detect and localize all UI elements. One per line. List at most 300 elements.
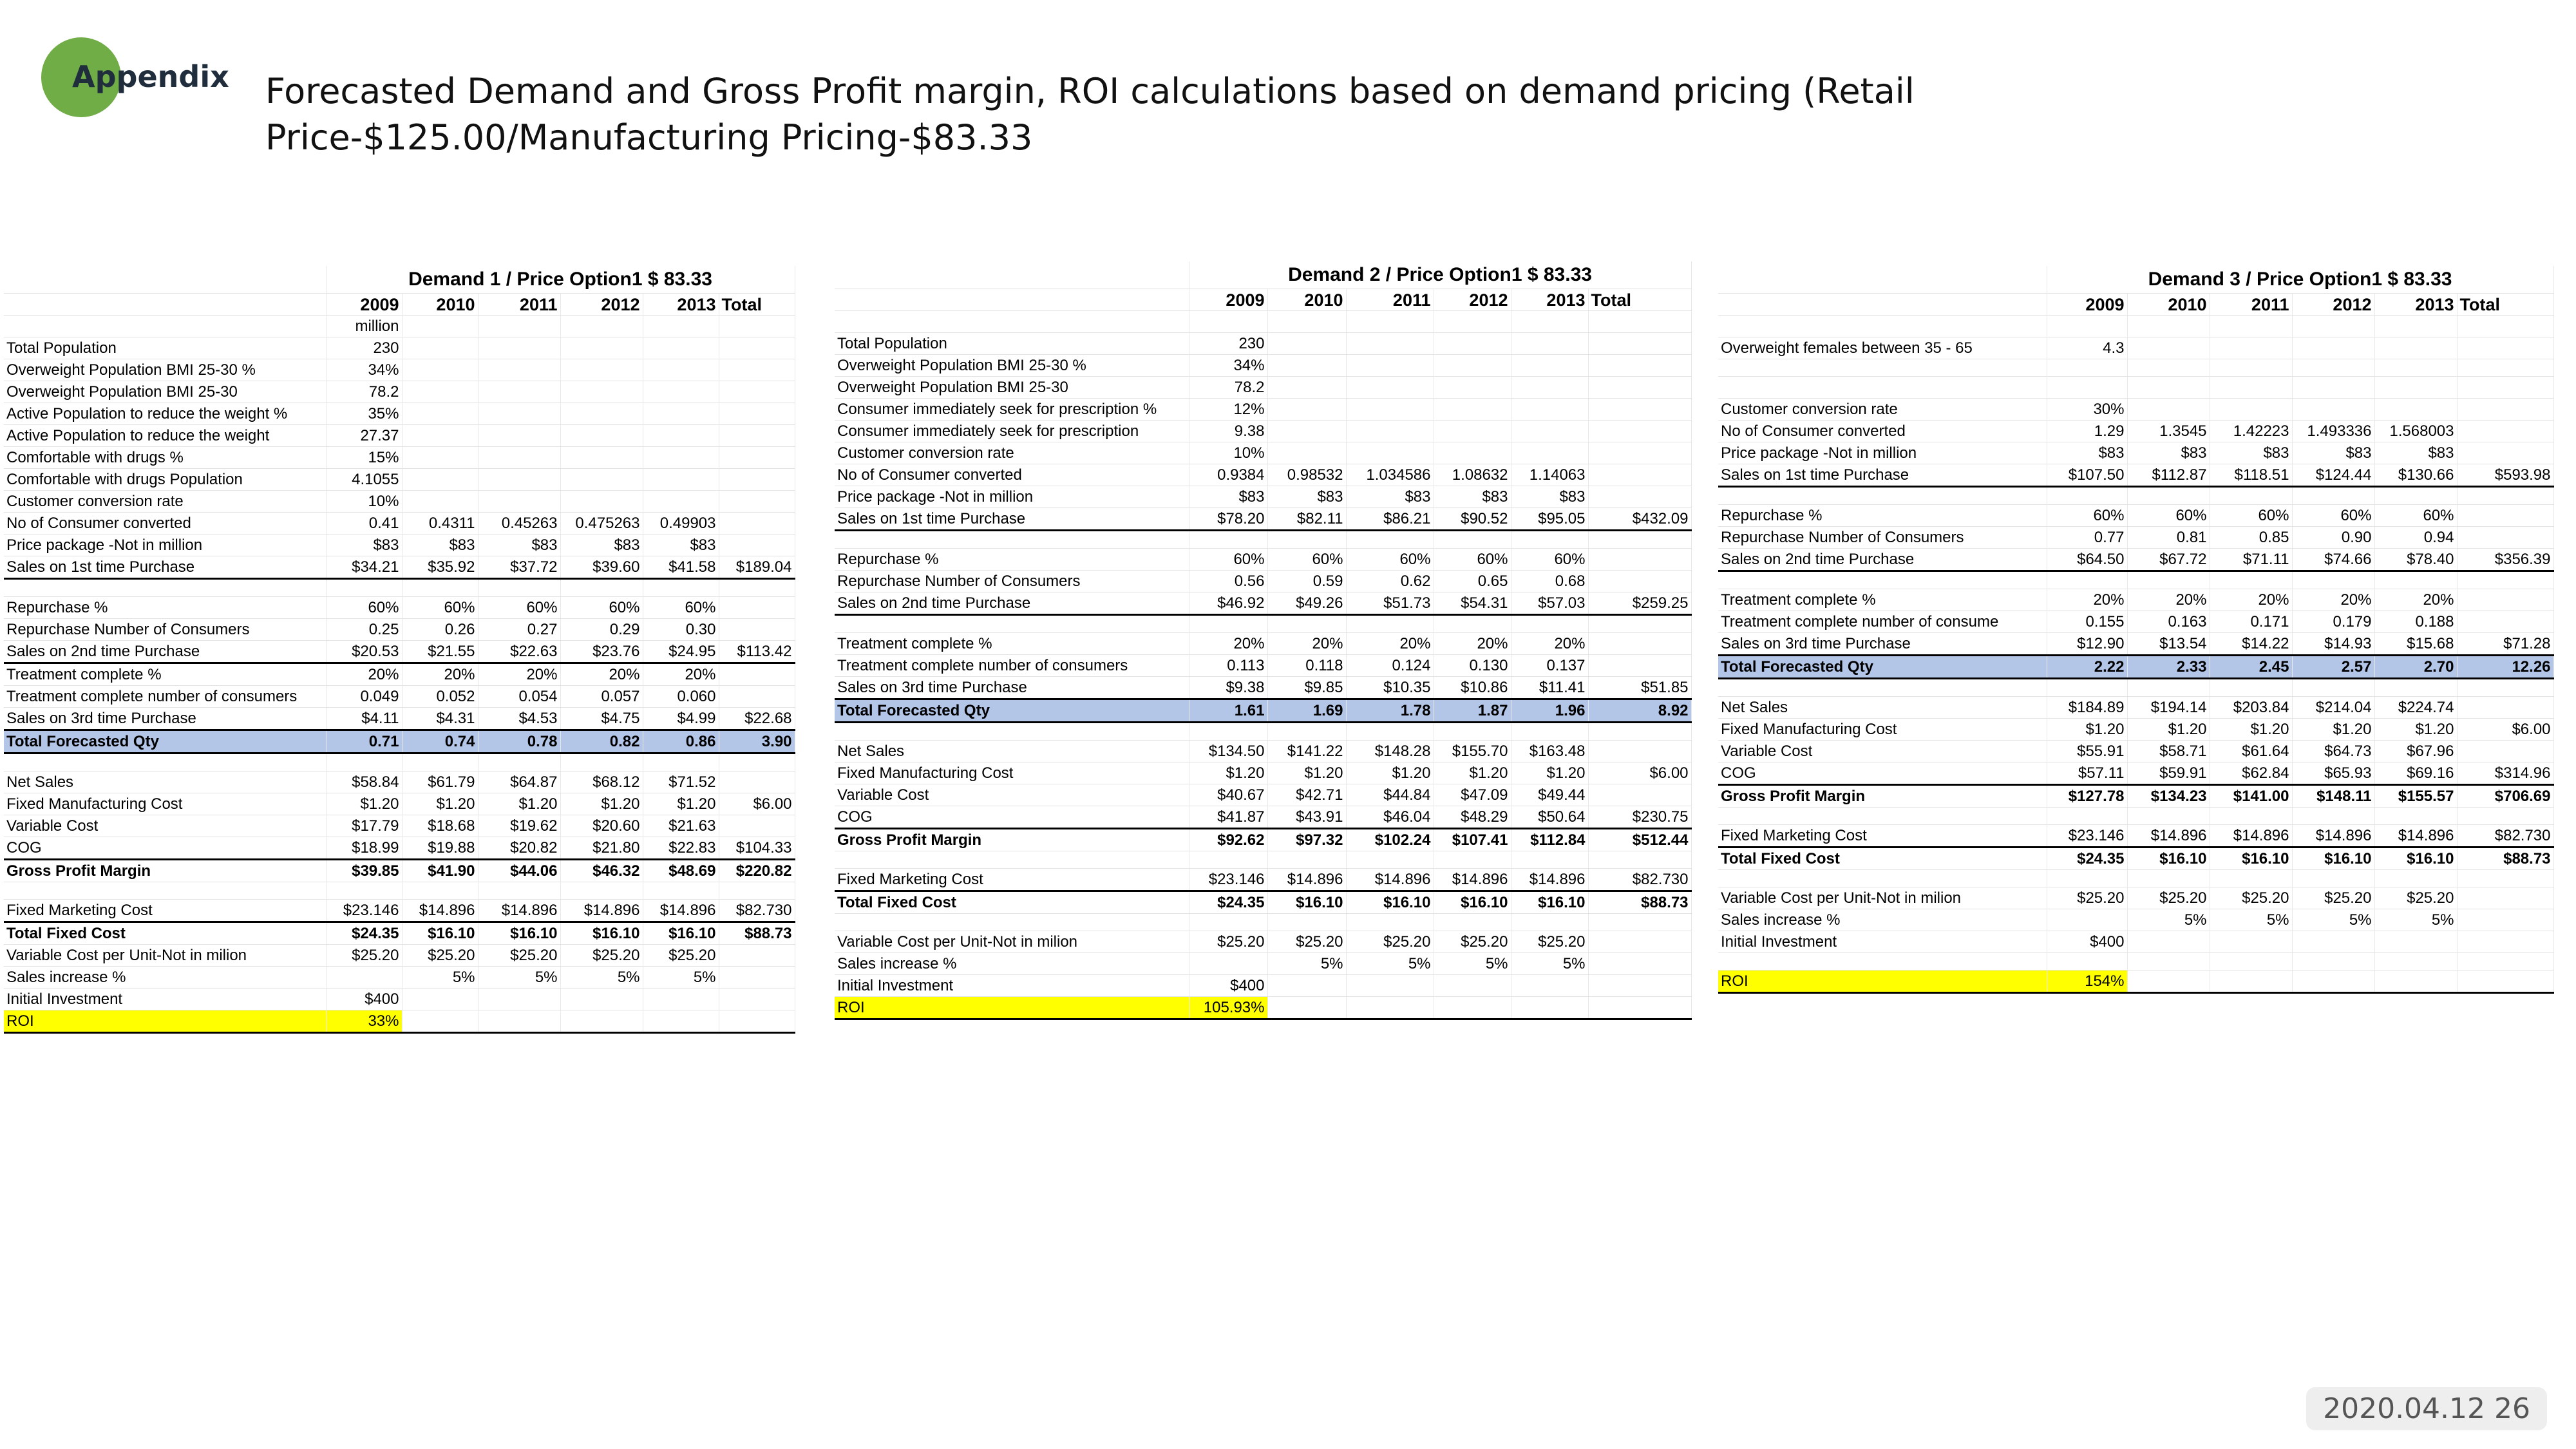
table-row xyxy=(835,633,1691,655)
cell-value: 5% xyxy=(2127,909,2210,931)
table-row xyxy=(835,931,1691,953)
row-label: Price package -Not in million xyxy=(835,486,1189,508)
cell-value: 0.77 xyxy=(2047,527,2127,549)
cell-value: 0.62 xyxy=(1346,571,1434,592)
row-label: Customer conversion rate xyxy=(835,442,1189,464)
row-label xyxy=(835,311,1189,333)
cell-value xyxy=(719,882,795,900)
cell-value: $39.60 xyxy=(560,556,643,579)
header-blank xyxy=(1718,294,2047,316)
cell-value xyxy=(719,772,795,793)
cell-value xyxy=(2457,697,2553,719)
cell-value: $40.67 xyxy=(1189,784,1267,806)
cell-value: $88.73 xyxy=(2457,848,2553,870)
row-label: Total Population xyxy=(4,337,326,359)
cell-value: $118.51 xyxy=(2210,464,2292,487)
cell-value: $104.33 xyxy=(719,837,795,860)
cell-value xyxy=(478,359,560,381)
cell-value xyxy=(2127,953,2210,971)
cell-value xyxy=(2210,377,2292,399)
cell-value: $18.99 xyxy=(326,837,402,860)
cell-value: $1.20 xyxy=(2292,719,2374,741)
cell-value xyxy=(2374,337,2457,359)
cell-value: 60% xyxy=(326,597,402,619)
table-row xyxy=(1718,464,2553,487)
cell-value xyxy=(643,469,719,491)
cell-value xyxy=(1189,953,1267,975)
cell-value: 0.054 xyxy=(478,686,560,708)
table-row xyxy=(835,829,1691,851)
cell-value: $67.96 xyxy=(2374,741,2457,762)
cell-value: 0.29 xyxy=(560,619,643,641)
cell-value: 60% xyxy=(643,597,719,619)
cell-value xyxy=(1511,851,1588,869)
cell-value: 9.38 xyxy=(1189,421,1267,442)
cell-value: 5% xyxy=(1511,953,1588,975)
cell-value xyxy=(2047,316,2127,337)
cell-value: 230 xyxy=(326,337,402,359)
cell-value: $14.896 xyxy=(1511,869,1588,891)
column-header: 2012 xyxy=(1434,289,1511,311)
cell-value: 20% xyxy=(1267,633,1346,655)
cell-value: $23.146 xyxy=(1189,869,1267,891)
cell-value: $69.16 xyxy=(2374,762,2457,785)
cell-value: $57.03 xyxy=(1511,592,1588,615)
table-row xyxy=(1718,399,2553,421)
table-row xyxy=(835,655,1691,677)
table-row xyxy=(835,592,1691,615)
cell-value xyxy=(1434,914,1511,931)
cell-value: $83 xyxy=(478,535,560,556)
row-label: Sales on 3rd time Purchase xyxy=(835,677,1189,699)
cell-value: 60% xyxy=(402,597,478,619)
cell-value xyxy=(2374,487,2457,505)
cell-value xyxy=(719,815,795,837)
table-row xyxy=(1718,679,2553,697)
cell-value xyxy=(402,579,478,597)
row-label: Comfortable with drugs Population xyxy=(4,469,326,491)
row-label: Price package -Not in million xyxy=(4,535,326,556)
cell-value xyxy=(560,359,643,381)
cell-value: 1.61 xyxy=(1189,699,1267,723)
cell-value: $82.730 xyxy=(719,900,795,922)
cell-value: $6.00 xyxy=(1588,762,1691,784)
row-label: No of Consumer converted xyxy=(1718,421,2047,442)
cell-value xyxy=(1588,486,1691,508)
table-row xyxy=(1718,785,2553,808)
table-row xyxy=(4,381,795,403)
table-row xyxy=(4,513,795,535)
row-label: Treatment complete number of consumers xyxy=(4,686,326,708)
cell-value xyxy=(2292,487,2374,505)
table-row xyxy=(4,793,795,815)
cell-value xyxy=(2374,571,2457,589)
cell-value: 60% xyxy=(2292,505,2374,527)
cell-value: 20% xyxy=(2292,589,2374,611)
table-row xyxy=(835,762,1691,784)
cell-value: $224.74 xyxy=(2374,697,2457,719)
row-label: Gross Profit Margin xyxy=(835,829,1189,851)
table-heading: Demand 3 / Price Option1 $ 83.33 xyxy=(2047,266,2553,294)
cell-value: $24.95 xyxy=(643,641,719,663)
cell-value xyxy=(478,316,560,337)
row-label: Initial Investment xyxy=(835,975,1189,997)
row-label xyxy=(1718,679,2047,697)
cell-value: $259.25 xyxy=(1588,592,1691,615)
cell-value: $107.50 xyxy=(2047,464,2127,487)
cell-value xyxy=(1189,311,1267,333)
cell-value xyxy=(1189,723,1267,741)
cell-value: 0.155 xyxy=(2047,611,2127,633)
cell-value: $16.10 xyxy=(2127,848,2210,870)
cell-value xyxy=(719,425,795,447)
row-label: Active Population to reduce the weight % xyxy=(4,403,326,425)
cell-value: $61.79 xyxy=(402,772,478,793)
cell-value xyxy=(1346,421,1434,442)
cell-value: $124.44 xyxy=(2292,464,2374,487)
cell-value: $83 xyxy=(2127,442,2210,464)
cell-value: 1.96 xyxy=(1511,699,1588,723)
cell-value: $83 xyxy=(560,535,643,556)
table-row xyxy=(4,837,795,860)
column-header: 2009 xyxy=(326,294,402,316)
cell-value: $65.93 xyxy=(2292,762,2374,785)
table-row xyxy=(1718,697,2553,719)
cell-value: 5% xyxy=(560,967,643,989)
cell-value: $24.35 xyxy=(2047,848,2127,870)
cell-value xyxy=(1346,615,1434,633)
cell-value xyxy=(1267,851,1346,869)
cell-value: $16.10 xyxy=(478,922,560,945)
cell-value xyxy=(1588,464,1691,486)
cell-value xyxy=(2457,421,2553,442)
cell-value: $23.76 xyxy=(560,641,643,663)
column-header: 2010 xyxy=(1267,289,1346,311)
cell-value: 60% xyxy=(2127,505,2210,527)
cell-value: $184.89 xyxy=(2047,697,2127,719)
cell-value: $42.71 xyxy=(1267,784,1346,806)
cell-value xyxy=(2047,679,2127,697)
cell-value: $25.20 xyxy=(2210,887,2292,909)
cell-value: 10% xyxy=(326,491,402,513)
cell-value: $14.93 xyxy=(2292,633,2374,656)
table-row xyxy=(1718,316,2553,337)
cell-value: 0.113 xyxy=(1189,655,1267,677)
row-label: Sales on 1st time Purchase xyxy=(835,508,1189,531)
cell-value xyxy=(1588,377,1691,399)
table-row xyxy=(4,815,795,837)
row-label: ROI xyxy=(4,1010,326,1033)
row-label: ROI xyxy=(835,997,1189,1019)
table-row xyxy=(1718,633,2553,656)
cell-value xyxy=(2457,316,2553,337)
row-label: Repurchase Number of Consumers xyxy=(4,619,326,641)
cell-value: 60% xyxy=(1267,549,1346,571)
cell-value xyxy=(1511,997,1588,1019)
cell-value: $16.10 xyxy=(2374,848,2457,870)
row-label xyxy=(1718,316,2047,337)
cell-value xyxy=(402,403,478,425)
cell-value xyxy=(2292,870,2374,887)
table-row xyxy=(1718,887,2553,909)
cell-value xyxy=(478,882,560,900)
cell-value: 60% xyxy=(1189,549,1267,571)
cell-value xyxy=(2210,953,2292,971)
cell-value xyxy=(1511,333,1588,355)
appendix-label: Appendix xyxy=(72,59,229,94)
row-label: Customer conversion rate xyxy=(4,491,326,513)
cell-value: $20.82 xyxy=(478,837,560,860)
row-label: Total Fixed Cost xyxy=(1718,848,2047,870)
cell-value xyxy=(1511,975,1588,997)
cell-value: $78.40 xyxy=(2374,549,2457,571)
row-label: Variable Cost xyxy=(835,784,1189,806)
table-row xyxy=(1718,377,2553,399)
cell-value xyxy=(1511,723,1588,741)
cell-value: $25.20 xyxy=(1267,931,1346,953)
cell-value xyxy=(402,359,478,381)
cell-value xyxy=(643,337,719,359)
cell-value xyxy=(2457,359,2553,377)
cell-value: 10% xyxy=(1189,442,1267,464)
cell-value xyxy=(560,403,643,425)
cell-value: $83 xyxy=(402,535,478,556)
cell-value xyxy=(719,381,795,403)
cell-value: 2.22 xyxy=(2047,656,2127,679)
row-label: Consumer immediately seek for prescription xyxy=(835,421,1189,442)
table-row xyxy=(4,337,795,359)
row-label: Fixed Manufacturing Cost xyxy=(4,793,326,815)
cell-value xyxy=(1588,723,1691,741)
cell-value xyxy=(719,513,795,535)
cell-value: 0.90 xyxy=(2292,527,2374,549)
cell-value: $1.20 xyxy=(643,793,719,815)
cell-value: $12.90 xyxy=(2047,633,2127,656)
cell-value xyxy=(719,619,795,641)
row-label: Fixed Manufacturing Cost xyxy=(1718,719,2047,741)
cell-value xyxy=(1588,549,1691,571)
cell-value: $6.00 xyxy=(2457,719,2553,741)
cell-value: 5% xyxy=(478,967,560,989)
cell-value: 60% xyxy=(2210,505,2292,527)
cell-value xyxy=(2457,377,2553,399)
cell-value xyxy=(719,989,795,1010)
column-header: 2010 xyxy=(402,294,478,316)
cell-value xyxy=(643,403,719,425)
cell-value xyxy=(2127,337,2210,359)
cell-value: $25.20 xyxy=(2047,887,2127,909)
cell-value: 20% xyxy=(478,663,560,686)
cell-value xyxy=(2374,808,2457,825)
cell-value xyxy=(1346,377,1434,399)
cell-value: 34% xyxy=(1189,355,1267,377)
cell-value: 60% xyxy=(1346,549,1434,571)
cell-value: $16.10 xyxy=(402,922,478,945)
cell-value: $14.896 xyxy=(402,900,478,922)
cell-value: 0.188 xyxy=(2374,611,2457,633)
table-row xyxy=(835,464,1691,486)
slide-date-page: 2020.04.12 26 xyxy=(2306,1387,2547,1430)
cell-value: $44.84 xyxy=(1346,784,1434,806)
cell-value: 1.08632 xyxy=(1434,464,1511,486)
cell-value: $82.730 xyxy=(1588,869,1691,891)
cell-value xyxy=(643,882,719,900)
cell-value: 2.57 xyxy=(2292,656,2374,679)
cell-value xyxy=(1588,333,1691,355)
row-label: Treatment complete number of consume xyxy=(1718,611,2047,633)
cell-value: $1.20 xyxy=(1511,762,1588,784)
cell-value: $400 xyxy=(1189,975,1267,997)
row-label xyxy=(1718,359,2047,377)
cell-value xyxy=(719,967,795,989)
cell-value xyxy=(1588,931,1691,953)
cell-value xyxy=(2210,870,2292,887)
column-header: Total xyxy=(719,294,795,316)
table-row xyxy=(1718,505,2553,527)
cell-value xyxy=(2127,571,2210,589)
cell-value: $34.21 xyxy=(326,556,402,579)
row-label: Sales increase % xyxy=(4,967,326,989)
table-row xyxy=(4,447,795,469)
cell-value: $1.20 xyxy=(2374,719,2457,741)
cell-value xyxy=(2127,316,2210,337)
cell-value: $43.91 xyxy=(1267,806,1346,829)
table-row xyxy=(4,772,795,793)
cell-value xyxy=(1346,723,1434,741)
cell-value xyxy=(1511,311,1588,333)
cell-value: 0.124 xyxy=(1346,655,1434,677)
cell-value xyxy=(2292,931,2374,953)
cell-value: 0.30 xyxy=(643,619,719,641)
row-label xyxy=(835,914,1189,931)
cell-value: 5% xyxy=(1434,953,1511,975)
cell-value xyxy=(2292,953,2374,971)
cell-value: 60% xyxy=(1511,549,1588,571)
cell-value xyxy=(1511,531,1588,549)
row-label: Overweight Population BMI 25-30 % xyxy=(835,355,1189,377)
cell-value: $25.20 xyxy=(1511,931,1588,953)
row-label: Customer conversion rate xyxy=(1718,399,2047,421)
cell-value: $13.54 xyxy=(2127,633,2210,656)
cell-value xyxy=(2457,589,2553,611)
cell-value: $22.63 xyxy=(478,641,560,663)
cell-value xyxy=(1434,377,1511,399)
cell-value xyxy=(2457,870,2553,887)
cell-value: 20% xyxy=(1189,633,1267,655)
cell-value xyxy=(402,469,478,491)
cell-value xyxy=(643,359,719,381)
table-row xyxy=(4,708,795,730)
cell-value xyxy=(402,753,478,772)
cell-value xyxy=(1189,531,1267,549)
cell-value xyxy=(2457,679,2553,697)
cell-value xyxy=(402,381,478,403)
cell-value xyxy=(1588,442,1691,464)
cell-value: $37.72 xyxy=(478,556,560,579)
table-row xyxy=(4,663,795,686)
cell-value xyxy=(1588,741,1691,762)
cell-value xyxy=(478,447,560,469)
forecast-table xyxy=(1718,266,2554,994)
cell-value: 0.137 xyxy=(1511,655,1588,677)
cell-value xyxy=(1588,953,1691,975)
cell-value: $71.11 xyxy=(2210,549,2292,571)
cell-value: $25.20 xyxy=(2127,887,2210,909)
cell-value xyxy=(2374,870,2457,887)
cell-value: $64.87 xyxy=(478,772,560,793)
row-label xyxy=(835,531,1189,549)
cell-value xyxy=(1267,975,1346,997)
cell-value: $107.41 xyxy=(1434,829,1511,851)
table-row xyxy=(1718,848,2553,870)
cell-value: $1.20 xyxy=(478,793,560,815)
cell-value: 5% xyxy=(1346,953,1434,975)
cell-value xyxy=(2127,679,2210,697)
cell-value: 0.94 xyxy=(2374,527,2457,549)
cell-value: $19.88 xyxy=(402,837,478,860)
cell-value xyxy=(1267,615,1346,633)
cell-value xyxy=(402,989,478,1010)
cell-value: 20% xyxy=(2047,589,2127,611)
table-row xyxy=(835,442,1691,464)
cell-value xyxy=(1588,355,1691,377)
cell-value: $593.98 xyxy=(2457,464,2553,487)
cell-value: $83 xyxy=(2047,442,2127,464)
column-header: 2011 xyxy=(2210,294,2292,316)
cell-value xyxy=(2210,487,2292,505)
cell-value xyxy=(2457,909,2553,931)
column-header: 2010 xyxy=(2127,294,2210,316)
cell-value xyxy=(1588,633,1691,655)
cell-value xyxy=(1346,333,1434,355)
cell-value: 20% xyxy=(326,663,402,686)
cell-value xyxy=(643,753,719,772)
cell-value: $59.91 xyxy=(2127,762,2210,785)
cell-value: $1.20 xyxy=(1267,762,1346,784)
sheet-demand-1 xyxy=(4,266,795,1034)
cell-value: $39.85 xyxy=(326,860,402,882)
cell-value xyxy=(1588,399,1691,421)
column-header: 2012 xyxy=(2292,294,2374,316)
cell-value xyxy=(1511,355,1588,377)
cell-value: 1.568003 xyxy=(2374,421,2457,442)
cell-value: $148.28 xyxy=(1346,741,1434,762)
cell-value xyxy=(478,469,560,491)
table-row xyxy=(835,615,1691,633)
cell-value: $48.29 xyxy=(1434,806,1511,829)
row-label: Sales on 1st time Purchase xyxy=(1718,464,2047,487)
cell-value xyxy=(560,469,643,491)
row-label: Variable Cost per Unit-Not in milion xyxy=(4,945,326,967)
cell-value: 20% xyxy=(2127,589,2210,611)
cell-value: $6.00 xyxy=(719,793,795,815)
cell-value xyxy=(1267,377,1346,399)
cell-value: $10.35 xyxy=(1346,677,1434,699)
row-label: Overweight Population BMI 25-30 xyxy=(835,377,1189,399)
table-row xyxy=(835,571,1691,592)
cell-value: $14.896 xyxy=(2210,825,2292,848)
cell-value: 0.475263 xyxy=(560,513,643,535)
cell-value xyxy=(2457,442,2553,464)
cell-value: $22.68 xyxy=(719,708,795,730)
cell-value xyxy=(2374,399,2457,421)
cell-value xyxy=(2210,679,2292,697)
cell-value: $46.32 xyxy=(560,860,643,882)
cell-value: $15.68 xyxy=(2374,633,2457,656)
cell-value: 0.68 xyxy=(1511,571,1588,592)
cell-value xyxy=(326,579,402,597)
cell-value: $71.52 xyxy=(643,772,719,793)
